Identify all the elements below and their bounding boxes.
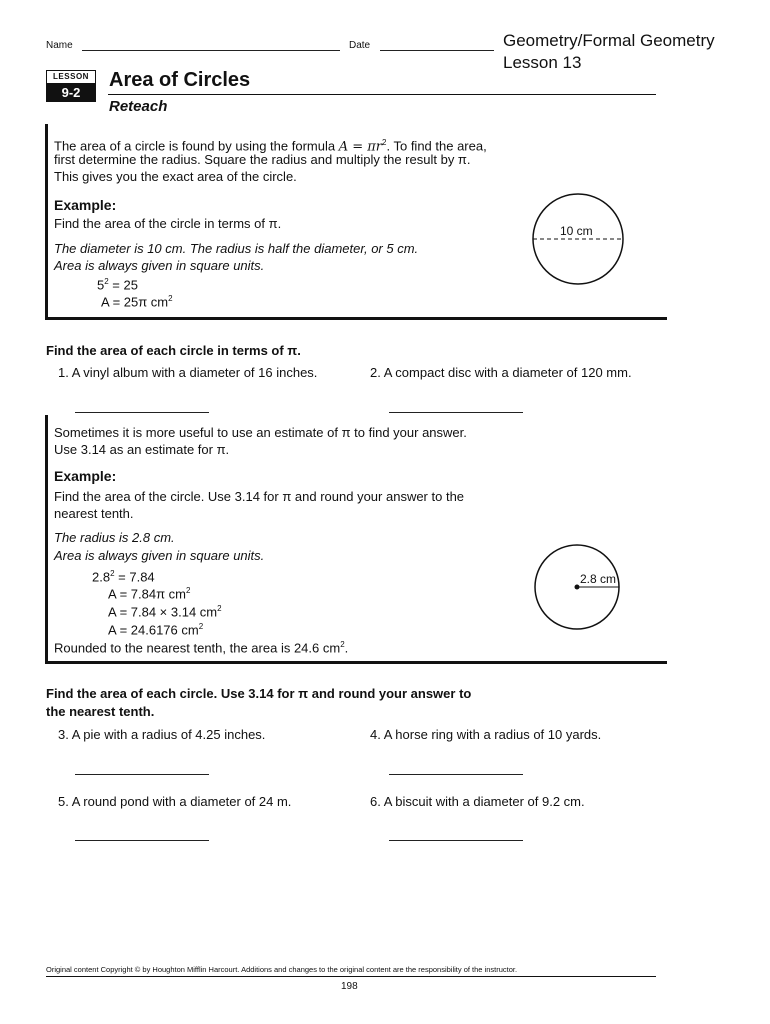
box2-example-prompt-line1: Find the area of the circle. Use 3.14 for π and round your answer to the bbox=[54, 489, 465, 504]
lesson-label: LESSON bbox=[46, 70, 96, 84]
page-number: 198 bbox=[341, 981, 358, 992]
name-label: Name bbox=[46, 40, 73, 51]
box1-example-heading: Example: bbox=[54, 197, 117, 213]
box2-calc4: A = 24.6176 $cm^2$ bbox=[108, 622, 204, 638]
box1-calc1: $5^2 = 25$ bbox=[97, 277, 138, 293]
course-title: Geometry/Formal Geometry bbox=[503, 31, 715, 50]
box1-calc2: A = 25π $cm^2$ bbox=[101, 294, 173, 310]
circle-1-label: 10 cm bbox=[560, 224, 593, 238]
box2-example-heading: Example: bbox=[54, 468, 117, 484]
box2-calc2: A = 7.84π $cm^2$ bbox=[108, 586, 191, 602]
name-field[interactable] bbox=[82, 38, 340, 51]
answer-line-4[interactable] bbox=[389, 774, 523, 775]
circle-diagram-2 bbox=[533, 541, 633, 637]
box2-left-border bbox=[45, 415, 48, 664]
box2-example-prompt-line2: nearest tenth. bbox=[54, 506, 134, 521]
box2-work-line2: Area is always given in square units. bbox=[54, 548, 265, 563]
circle-diagram-1 bbox=[530, 192, 630, 292]
section1-heading: Find the area of each circle in terms of π. bbox=[46, 343, 301, 358]
box2-intro-line2: Use 3.14 as an estimate for π. bbox=[54, 442, 230, 457]
answer-line-1[interactable] bbox=[75, 412, 209, 413]
box1-work-line2: Area is always given in square units. bbox=[54, 258, 265, 273]
box1-intro-line1: The area of a circle is found by using the formula $A = \pi r^2$. To find the area, bbox=[54, 138, 487, 155]
lesson-badge bbox=[46, 70, 96, 102]
page-subtitle: Reteach bbox=[109, 98, 168, 115]
box2-calc1: $2.8^2 = 7.84$ bbox=[92, 569, 155, 585]
question-3: 3. A pie with a radius of 4.25 inches. bbox=[58, 727, 266, 742]
box1-intro-line2: first determine the radius. Square the radius and multiply the result by π. bbox=[54, 152, 471, 167]
course-lesson: Lesson 13 bbox=[503, 53, 582, 72]
footer-rule bbox=[46, 976, 656, 977]
question-1: 1. A vinyl album with a diameter of 16 inches. bbox=[58, 365, 318, 380]
box2-rounded: Rounded to the nearest tenth, the area is 24.6 $cm^2$. bbox=[54, 640, 349, 656]
circle-2-center bbox=[575, 585, 580, 590]
title-rule bbox=[108, 94, 656, 95]
box1-example-prompt: Find the area of the circle in terms of π. bbox=[54, 216, 282, 231]
question-6: 6. A biscuit with a diameter of 9.2 cm. bbox=[370, 794, 585, 809]
box2-bottom-border bbox=[45, 661, 667, 664]
lesson-number: 9-2 bbox=[46, 84, 96, 102]
page-title: Area of Circles bbox=[109, 69, 251, 91]
box1-work-line1: The diameter is 10 cm. The radius is half the diameter, or 5 cm. bbox=[54, 241, 419, 256]
section2-heading-line1: Find the area of each circle. Use 3.14 for π and round your answer to bbox=[46, 686, 472, 701]
footer-copyright: Original content Copyright © by Houghton Mifflin Harcourt. Additions and changes to the original content are the responsibility of the instructor. bbox=[46, 965, 518, 974]
question-2: 2. A compact disc with a diameter of 120 mm. bbox=[370, 365, 632, 380]
box2-calc3: A = 7.84 × 3.14 $cm^2$ bbox=[108, 604, 222, 620]
circle-2-label: 2.8 cm bbox=[580, 572, 617, 586]
date-field[interactable] bbox=[380, 38, 494, 51]
answer-line-2[interactable] bbox=[389, 412, 523, 413]
question-4: 4. A horse ring with a radius of 10 yards. bbox=[370, 727, 602, 742]
answer-line-3[interactable] bbox=[75, 774, 209, 775]
question-5: 5. A round pond with a diameter of 24 m. bbox=[58, 794, 292, 809]
answer-line-5[interactable] bbox=[75, 840, 209, 841]
box2-intro-line1: Sometimes it is more useful to use an estimate of π to find your answer. bbox=[54, 425, 467, 440]
box1-bottom-border bbox=[45, 317, 667, 320]
box1-intro-line3: This gives you the exact area of the circle. bbox=[54, 169, 297, 184]
date-label: Date bbox=[349, 40, 371, 51]
box1-left-border bbox=[45, 124, 48, 320]
answer-line-6[interactable] bbox=[389, 840, 523, 841]
section2-heading-line2: the nearest tenth. bbox=[46, 704, 155, 719]
box2-work-line1: The radius is 2.8 cm. bbox=[54, 530, 175, 545]
